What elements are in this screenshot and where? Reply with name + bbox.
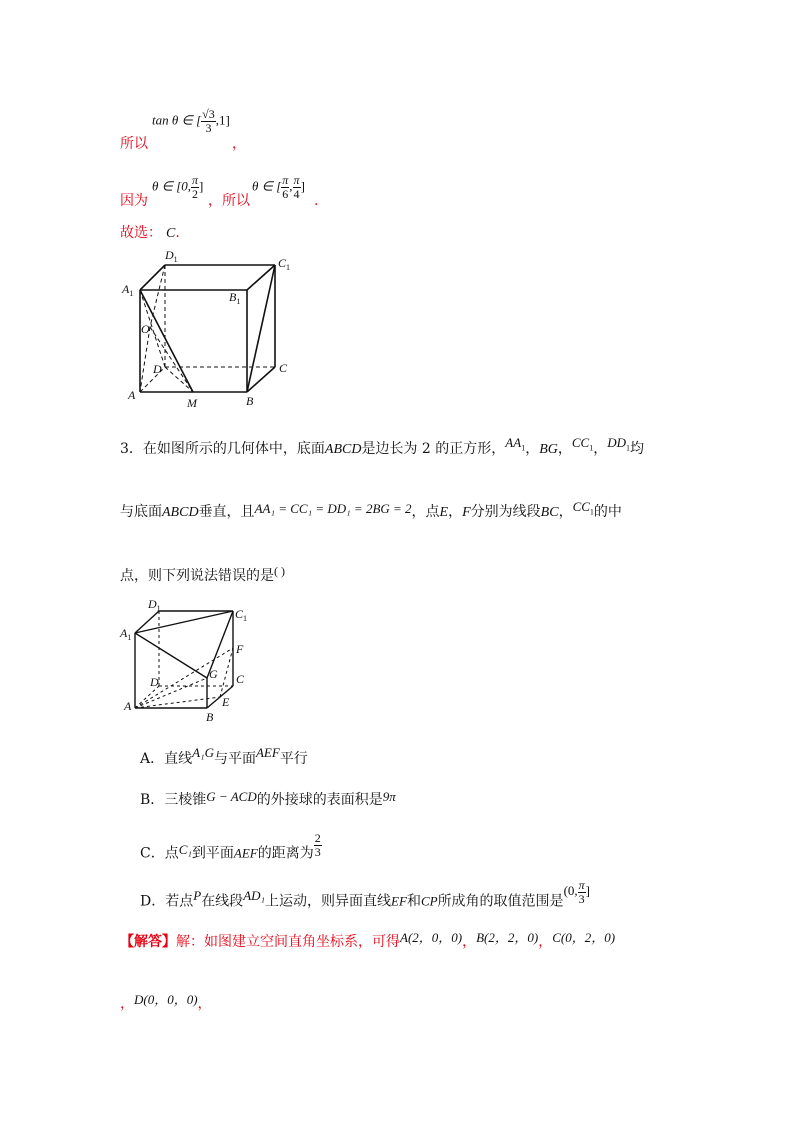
label-g: G [209, 667, 218, 681]
label-m: M [187, 396, 197, 410]
so-label: 所以 [120, 136, 148, 152]
because-label: 因为 [120, 193, 148, 209]
line-oa [140, 327, 150, 392]
option-d: D．若点P在线段AD₁上运动，则异面直线EF和CP所成角的取值范围是(0, $\frac{\pi}{3}$ ] [140, 878, 591, 910]
label-c: C [279, 361, 288, 375]
label-f: F [236, 642, 244, 656]
label-c1: $C_1$ [278, 256, 291, 272]
diag-c1b [247, 265, 275, 392]
label-d: D [150, 675, 159, 689]
fraction-2-3: $\frac{2}{3}$ [314, 831, 321, 859]
label-o: O [141, 322, 150, 336]
period: . [314, 193, 319, 209]
therefore-label: ，所以 [208, 193, 250, 209]
label-b: B [206, 710, 214, 724]
problem-line-2: 与底面ABCD垂直，且AA₁ = CC₁ = DD₁ = 2BG = 2，点E，F分别为线段BC，$CC_1$的中 [120, 499, 622, 520]
theta-range-1: θ ∈ [0, $\frac{\pi}{2}$ ] [152, 173, 204, 201]
edge-a1d1 [140, 265, 165, 290]
option-c: C．点C₁到平面AEF的距离为 $\frac{2}{3}$ [140, 831, 321, 862]
edge-a1g [135, 633, 207, 678]
comma: ， [232, 136, 246, 152]
edge-ad [135, 686, 159, 708]
label-b1: $B_1$ [229, 290, 241, 306]
answer-line: 故选： C. [120, 225, 180, 241]
option-b: B．三棱锥G − ACD的外接球的表面积是9π [140, 789, 396, 808]
label-c1: $C_1$ [235, 607, 248, 623]
cube-figure-2 [118, 592, 258, 727]
range-formula: (0, $\frac{\pi}{3}$ ] [563, 878, 591, 906]
pi-over-2: $\frac{\pi}{2}$ [192, 173, 199, 201]
line-ef [220, 648, 233, 697]
tan-range-formula: tan θ ∈ [ $\frac{√3}{3}$ ,1] [152, 107, 230, 135]
solution-line-1: 【解答】解：如图建立空间直角坐标系，可得A(2，0，0)，B(2，2，0)，C(0，2，0) [120, 930, 616, 950]
theta-range-2: θ ∈ [ $\frac{\pi}{6}$ , $\frac{\pi}{4}$ ] [252, 173, 305, 201]
label-b: B [246, 394, 254, 408]
problem-line-1: 3．在如图所示的几何体中，底面ABCD是边长为 2 的正方形，$AA_1$，BG，$CC_1$，$DD_1$均 [120, 435, 644, 457]
tan-prefix: tan θ ∈ [ [152, 112, 202, 128]
cube-figure-1 [118, 245, 308, 410]
label-e: E [222, 695, 230, 709]
label-a1: $A_1$ [122, 282, 134, 298]
edge-a1c1 [135, 611, 233, 633]
line-d1o [150, 265, 165, 327]
label-d1: $D_1$ [165, 248, 178, 264]
pi-over-4: $\frac{\pi}{4}$ [293, 173, 300, 201]
line-om [150, 327, 193, 392]
label-a: A [128, 388, 136, 402]
pi-over-6: $\frac{\pi}{6}$ [282, 173, 289, 201]
sqrt3-over-3: $\frac{√3}{3}$ [202, 107, 215, 135]
label-c: C [236, 672, 245, 686]
label-a: A [124, 699, 132, 713]
label-d: D [153, 362, 162, 376]
label-a1: $A_1$ [120, 626, 132, 642]
option-a: A．直线A₁G与平面AEF平行 [140, 745, 308, 767]
label-d1: $D_1$ [148, 597, 161, 613]
solution-line-2: ，D(0，0，0)， [120, 992, 212, 1012]
problem-line-3: 点，则下列说法错误的是( ) [120, 564, 285, 584]
